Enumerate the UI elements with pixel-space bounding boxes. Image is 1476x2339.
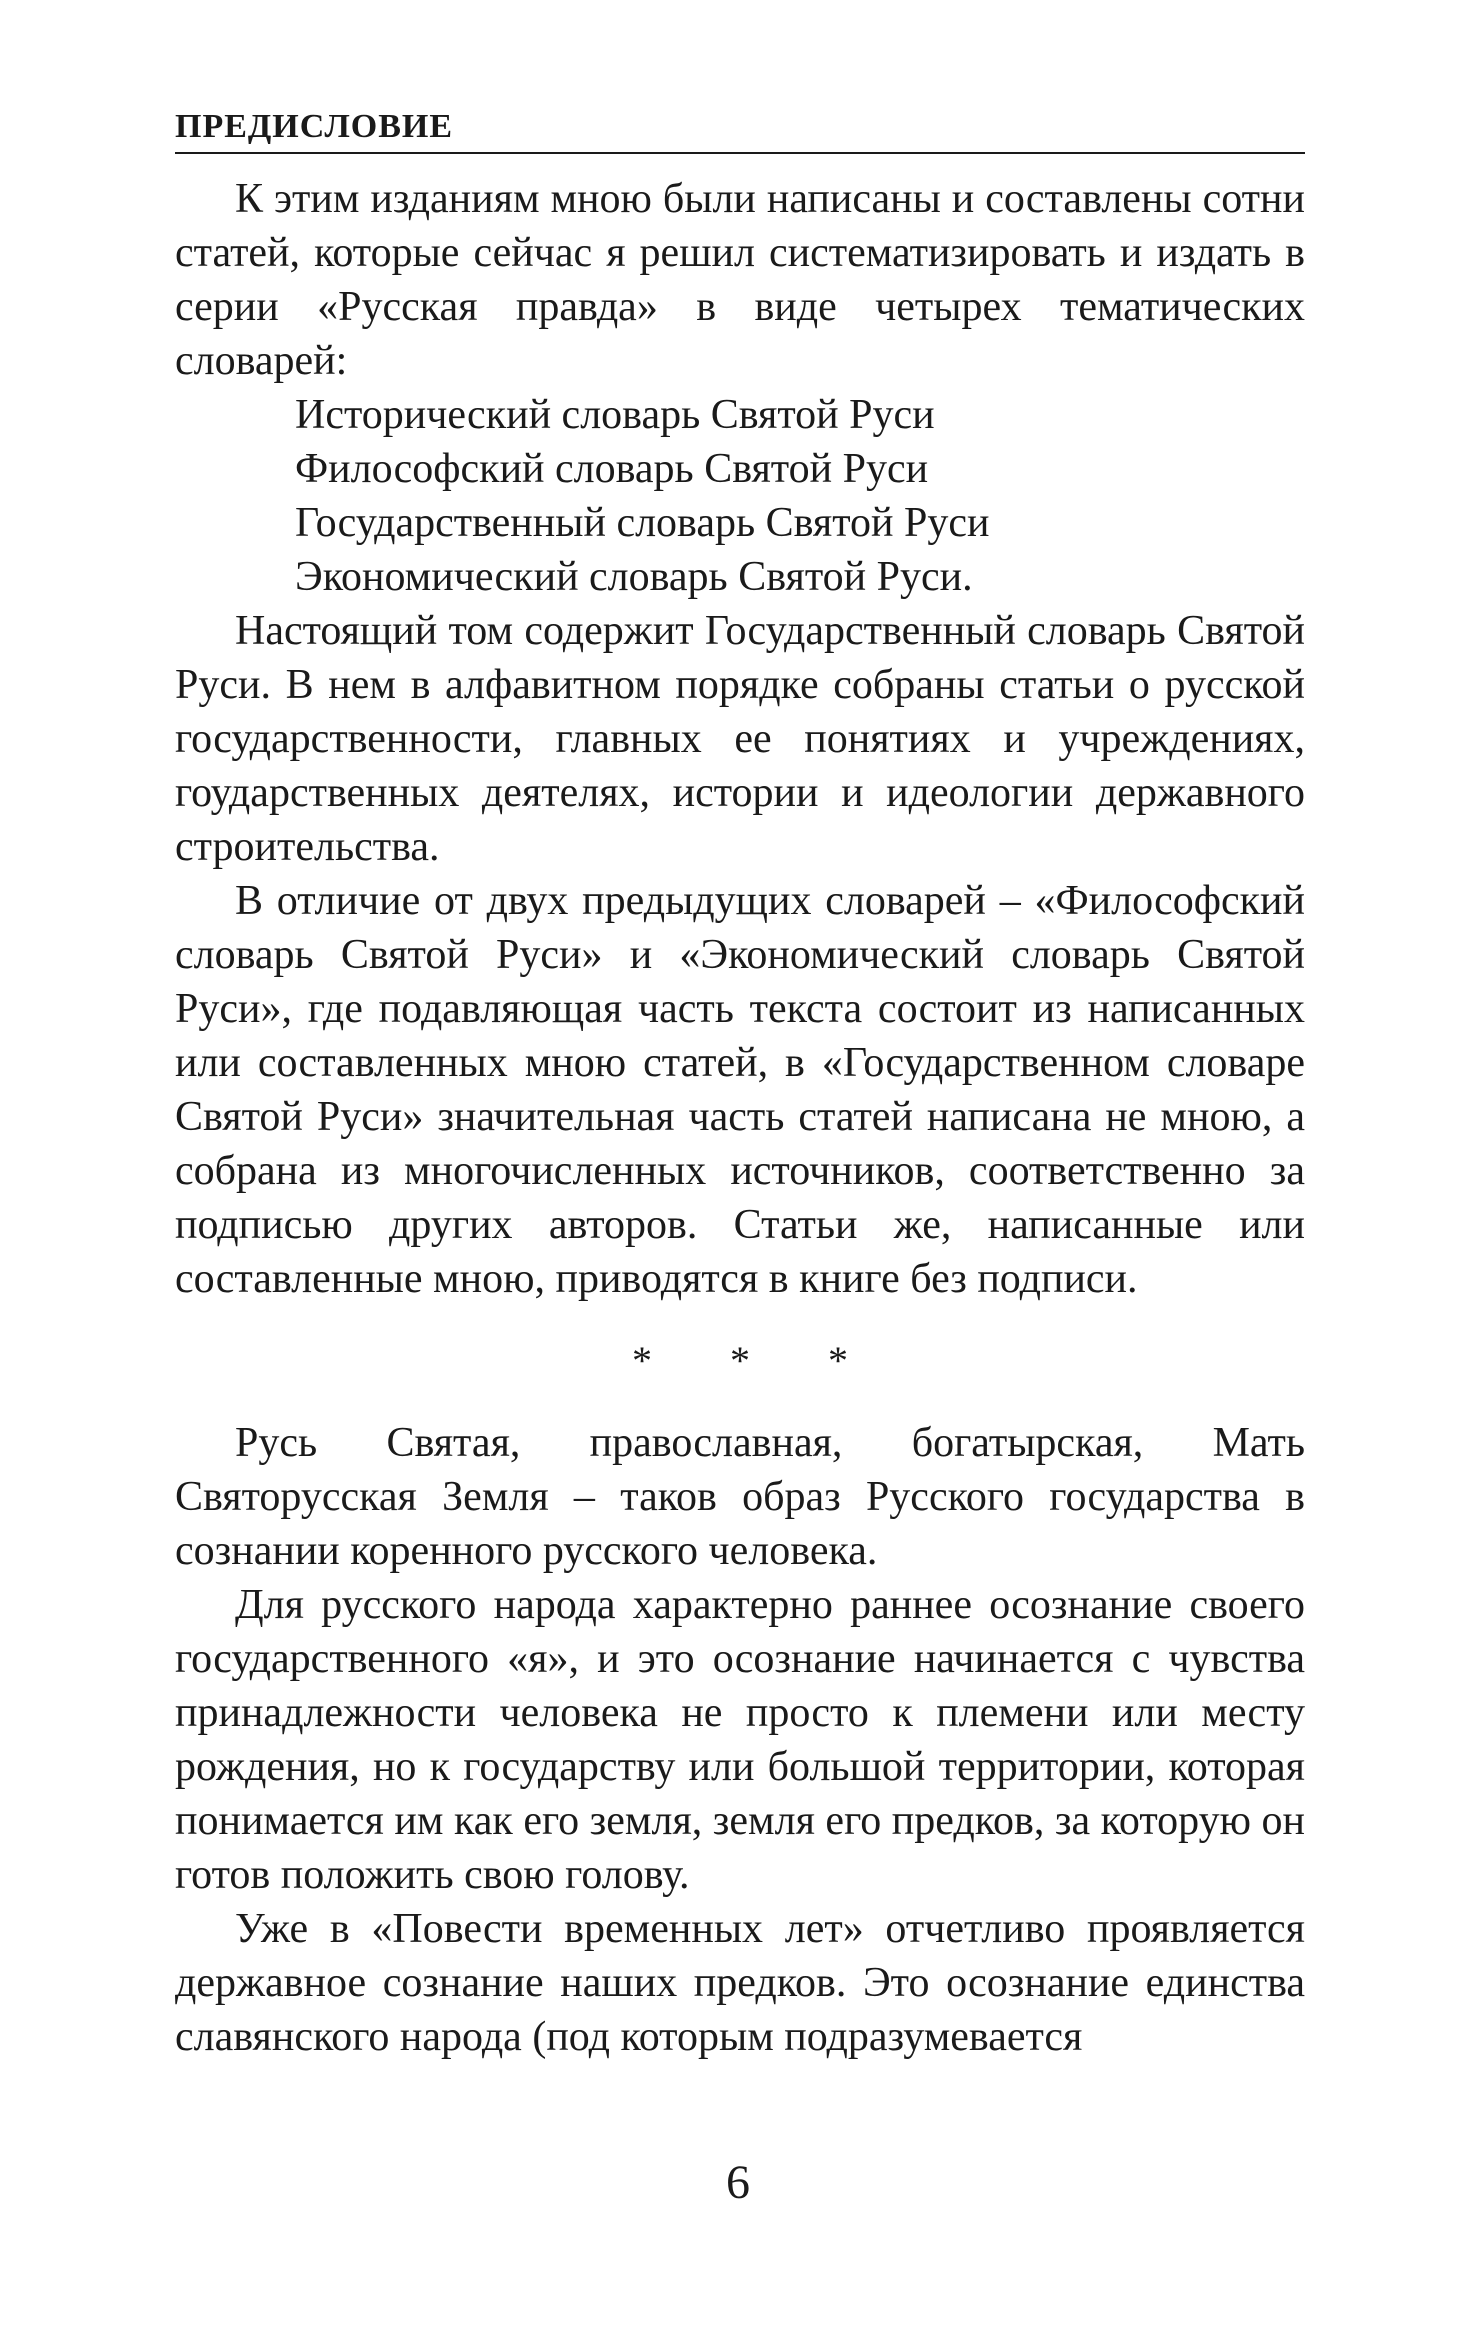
dictionary-list bbox=[175, 388, 1305, 604]
page-number: 6 bbox=[726, 2156, 750, 2209]
list-item: Экономический словарь Святой Руси. bbox=[295, 554, 973, 600]
paragraph: Русь Святая, православная, богатырская, Мать Святорусская Земля – таков образ Русского государства в сознании коренного русского человека. bbox=[175, 1420, 1305, 1574]
header-title: ПРЕДИСЛОВИЕ bbox=[175, 108, 454, 145]
paragraph: Настоящий том содержит Государственный словарь Святой Руси. В нем в алфавитном порядке собраны статьи о русской государственности, главных ее понятиях и учреждениях, гоударственных деятелях, истории и идеологии державного строительства. bbox=[175, 608, 1305, 870]
paragraph: Для русского народа характерно раннее осознание своего государственного «я», и это осознание начинается с чувства принадлежности человека не просто к племени или месту рождения, но к государству или большой территории, которая понимается им как его земля, земля его предков, за которую он готов положить свою голову. bbox=[175, 1582, 1305, 1898]
intro-paragraph: К этим изданиям мною были написаны и составлены сотни статей, которые сейчас я решил систематизировать и издать в серии «Русская правда» в виде четырех тематических словарей: bbox=[175, 176, 1305, 384]
page-body bbox=[175, 172, 1305, 2064]
list-item: Государственный словарь Святой Руси bbox=[295, 500, 990, 546]
running-header bbox=[175, 100, 1305, 154]
section-divider: * * * bbox=[632, 1338, 882, 1383]
paragraph: В отличие от двух предыдущих словарей – «Философский словарь Святой Руси» и «Экономический словарь Святой Руси», где подавляющая часть текста состоит из написанных или составленных мною статей, в «Государственном словаре Святой Руси» значительная часть статей написана не мною, а собрана из многочисленных источников, соответственно за подписью других авторов. Статьи же, написанные или составленные мною, приводятся в книге без подписи. bbox=[175, 878, 1305, 1302]
list-item: Философский словарь Святой Руси bbox=[295, 446, 929, 492]
paragraph: Уже в «Повести временных лет» отчетливо проявляется державное сознание наших предков. Это осознание единства славянского народа (под которым подразумевается bbox=[175, 1906, 1305, 2060]
list-item: Исторический словарь Святой Руси bbox=[295, 392, 935, 438]
